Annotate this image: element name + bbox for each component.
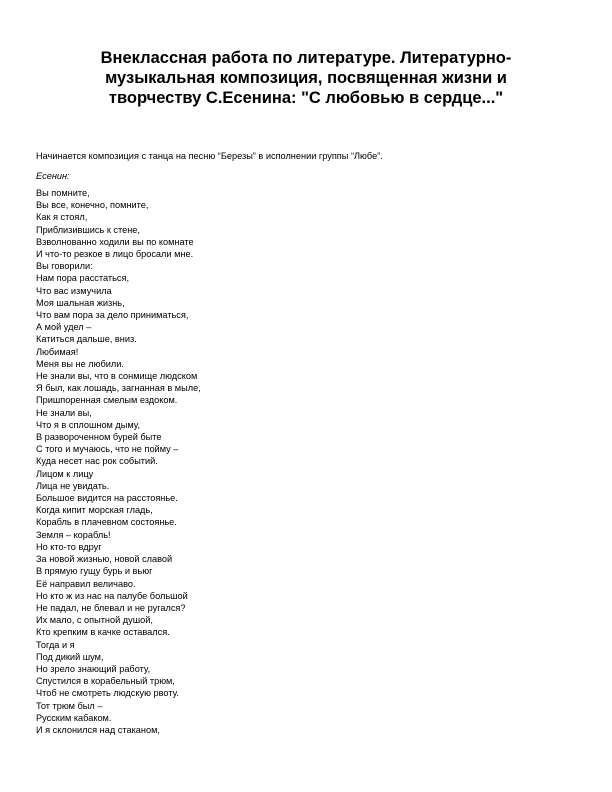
- intro-paragraph: Начинается композиция с танца на песню “Березы” в исполнении группы “Любе”.: [36, 151, 383, 161]
- poem-line: Лицом к лицу: [36, 468, 94, 479]
- poem-line: Моя шальная жизнь,: [36, 297, 125, 308]
- title-line: творчеству С.Есенина: "С любовью в сердце...": [108, 89, 504, 107]
- poem-line: Тогда и я: [36, 639, 75, 650]
- poem-line: Кто крепким в качке оставался.: [36, 627, 170, 638]
- poem-line: А мой удел –: [36, 322, 92, 333]
- poem-line: Что я в сплошном дыму,: [36, 419, 141, 430]
- poem-line: Вы все, конечно, помните,: [36, 200, 149, 211]
- poem-line: Меня вы не любили.: [36, 358, 124, 369]
- poem-line: Спустился в корабельный трюм,: [36, 676, 175, 687]
- poem-line: Корабль в плачевном состоянье.: [36, 517, 177, 528]
- poem-line: Но кто-то вдруг: [36, 541, 102, 552]
- poem-line: Земля – корабль!: [36, 529, 111, 540]
- poem-line: С того и мучаюсь, что не пойму –: [36, 444, 179, 455]
- poem-line: Но зрело знающий работу,: [36, 663, 151, 674]
- poem-text: [36, 187, 201, 736]
- poem-line: Под дикий шум,: [36, 651, 104, 662]
- poem-line: За новой жизнью, новой славой: [36, 554, 173, 565]
- poem-line: Что вам пора за дело приниматься,: [36, 310, 189, 321]
- poem-line: Русским кабаком.: [36, 712, 112, 723]
- poem-line: Приблизившись к стене,: [36, 224, 140, 235]
- poem-line: Как я стоял,: [36, 212, 88, 223]
- poem-line: Но кто ж из нас на палубе большой: [36, 590, 188, 601]
- poem-line: Её направил величаво.: [36, 578, 136, 589]
- poem-line: Не знали вы,: [36, 407, 92, 418]
- poem-line: В прямую гущу бурь и вьюг: [36, 566, 153, 577]
- poem-line: В развороченном бурей быте: [36, 432, 162, 443]
- poem-line: Пришпоренная смелым ездоком.: [36, 395, 178, 406]
- poem-line: Катиться дальше, вниз.: [36, 334, 137, 345]
- title-line: Внеклассная работа по литературе. Литературно-: [100, 49, 512, 67]
- poem-line: Не падал, не блевал и не ругался?: [36, 602, 186, 613]
- poem-line: Что вас измучила: [36, 285, 112, 296]
- poem-line: Большое видится на расстоянье.: [36, 493, 178, 504]
- poem-line: Куда несет нас рок событий.: [36, 456, 158, 467]
- speaker-label: Есенин:: [36, 171, 70, 181]
- poem-line: Вы помните,: [36, 188, 90, 198]
- title-line: музыкальная композиция, посвященная жизни и: [105, 69, 507, 87]
- poem-line: Взволнованно ходили вы по комнате: [36, 236, 194, 247]
- poem-line: Нам пора расстаться,: [36, 273, 130, 284]
- poem-line: Чтоб не смотреть людскую рвоту.: [36, 688, 179, 699]
- poem-line: И я склонился над стаканом,: [36, 724, 160, 735]
- poem-line: Когда кипит морская гладь,: [36, 505, 153, 516]
- poem-line: Вы говорили:: [36, 261, 93, 272]
- poem-line: Не знали вы, что в сонмище людском: [36, 371, 198, 382]
- document-title: [40, 48, 572, 108]
- poem-line: Тот трюм был –: [36, 700, 103, 711]
- poem-line: Их мало, с опытной душой,: [36, 615, 153, 626]
- poem-line: Любимая!: [36, 346, 79, 357]
- poem-line: Лица не увидать.: [36, 480, 110, 491]
- poem-line: И что-то резкое в лицо бросали мне.: [36, 249, 194, 260]
- poem-line: Я был, как лошадь, загнанная в мыле,: [36, 383, 201, 394]
